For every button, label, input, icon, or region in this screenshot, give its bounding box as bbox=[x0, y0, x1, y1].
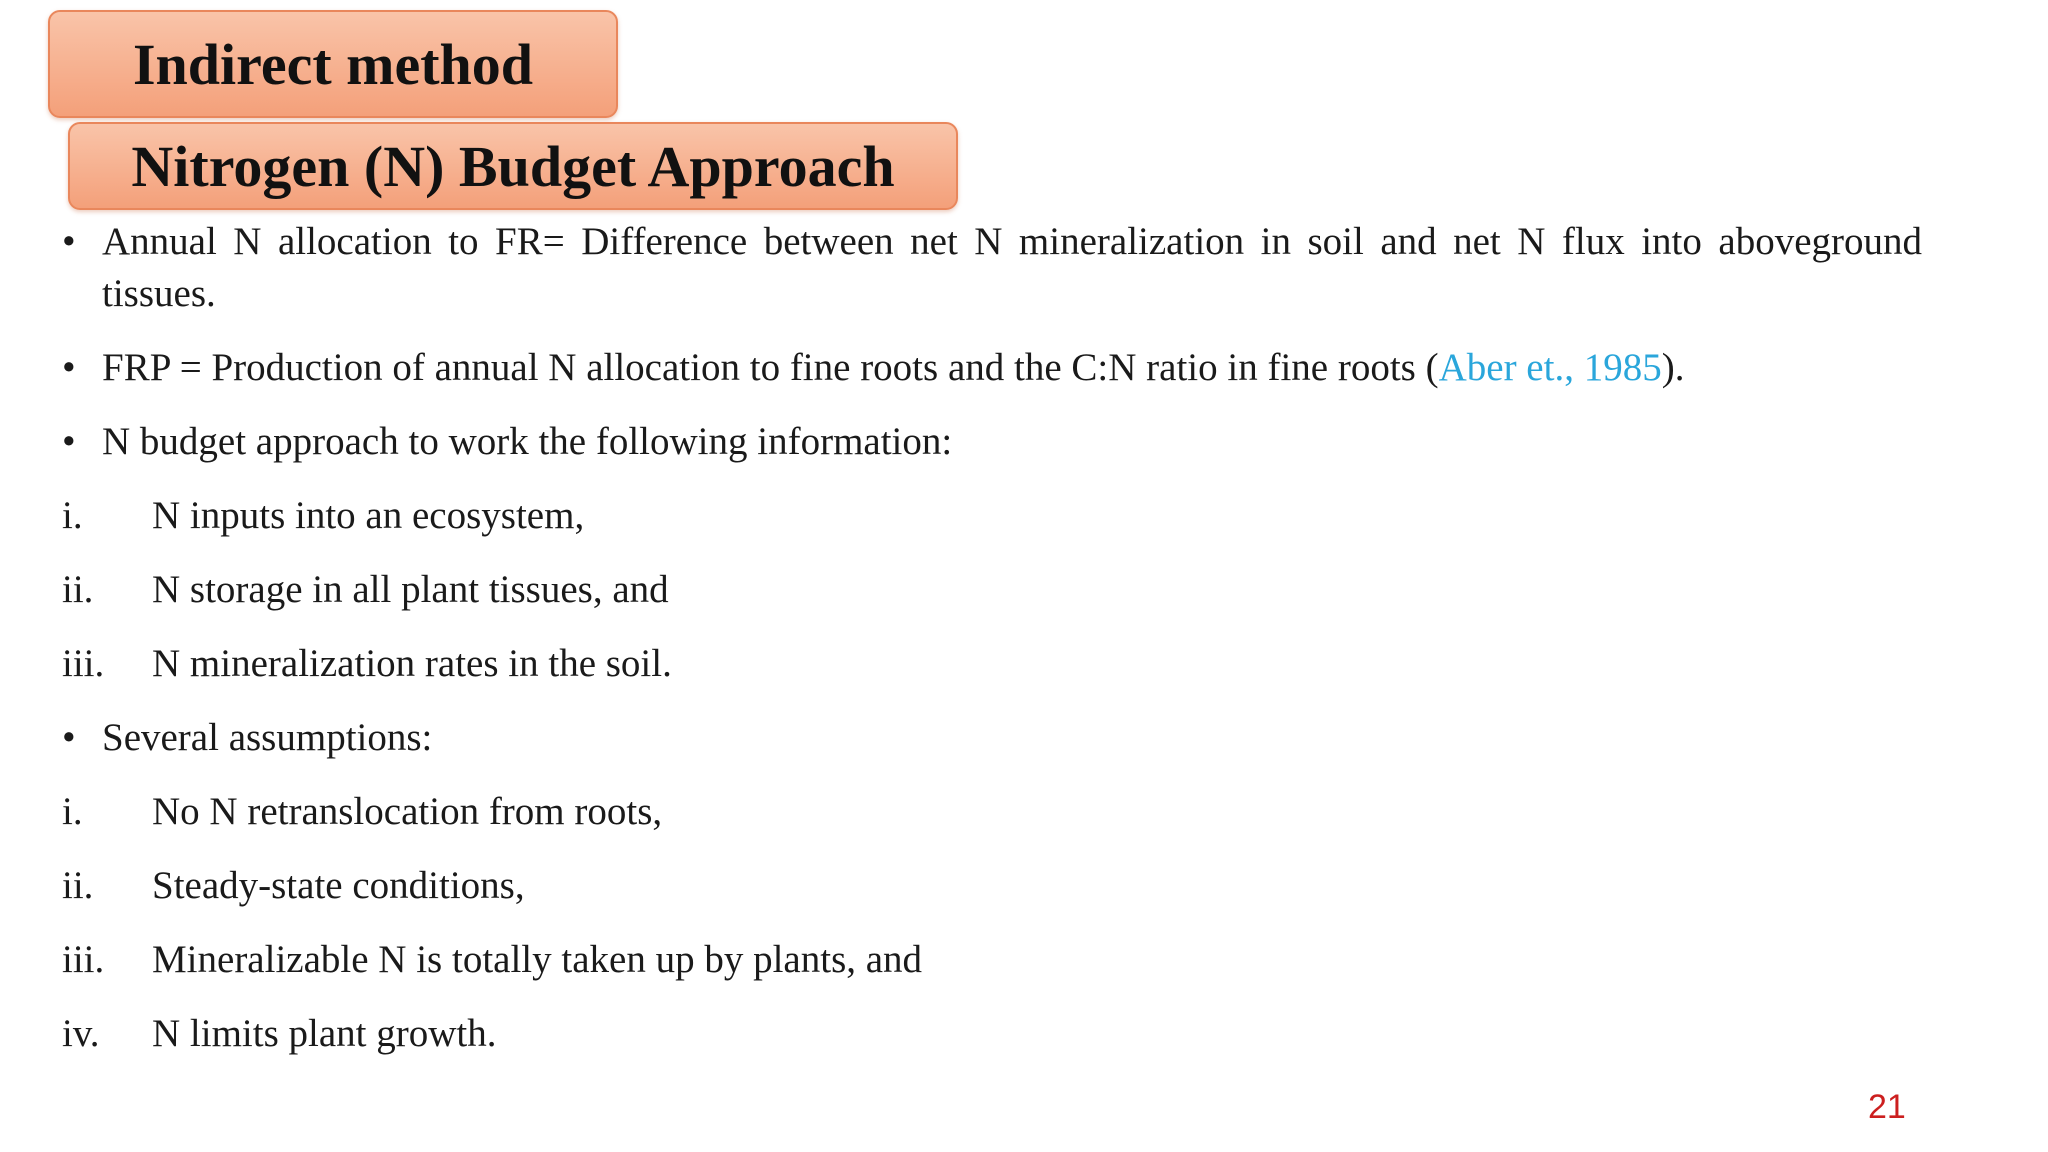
citation-link[interactable]: Aber et., 1985 bbox=[1438, 346, 1662, 389]
slide-content bbox=[62, 216, 1922, 1082]
list-item-number: iv. bbox=[62, 1012, 100, 1055]
bullet-text-before: FRP = Production of annual N allocation to fine roots and the C:N ratio in fine roots ( bbox=[102, 346, 1439, 389]
list-item-text: Steady-state conditions, bbox=[152, 864, 525, 907]
list-item-text: N storage in all plant tissues, and bbox=[152, 568, 669, 611]
bullet-icon: • bbox=[62, 220, 76, 263]
bullet-text: Annual N allocation to FR= Difference between net N mineralization in soil and net N flux into aboveground tissues. bbox=[102, 220, 1922, 315]
list-item-number: i. bbox=[62, 494, 83, 537]
list-item-text: No N retranslocation from roots, bbox=[152, 790, 663, 833]
bullet-icon: • bbox=[62, 420, 76, 463]
list-item bbox=[62, 638, 1922, 690]
page-number: 21 bbox=[1868, 1088, 1906, 1126]
slide-title-text: Indirect method bbox=[132, 31, 534, 97]
list-item-number: iii. bbox=[62, 642, 105, 685]
list-item bbox=[62, 786, 1922, 838]
bullet-n-budget-approach bbox=[62, 416, 1922, 468]
bullet-icon: • bbox=[62, 346, 76, 389]
list-item-number: i. bbox=[62, 790, 83, 833]
list-item bbox=[62, 564, 1922, 616]
slide-subtitle-text: Nitrogen (N) Budget Approach bbox=[131, 133, 895, 199]
list-item-number: ii. bbox=[62, 568, 94, 611]
bullet-annual-n-allocation bbox=[62, 216, 1922, 320]
bullet-text: Several assumptions: bbox=[102, 716, 433, 759]
list-item bbox=[62, 860, 1922, 912]
list-item-text: N limits plant growth. bbox=[152, 1012, 497, 1055]
bullet-icon: • bbox=[62, 716, 76, 759]
bullet-text bbox=[102, 342, 1922, 394]
list-item-number: ii. bbox=[62, 864, 94, 907]
bullet-text: N budget approach to work the following information: bbox=[102, 420, 953, 463]
list-item-text: Mineralizable N is totally taken up by plants, and bbox=[152, 938, 923, 981]
bullet-assumptions bbox=[62, 712, 1922, 764]
bullet-frp bbox=[62, 342, 1922, 394]
list-item bbox=[62, 490, 1922, 542]
bullet-text-after: ). bbox=[1661, 346, 1685, 389]
slide-subtitle bbox=[68, 122, 958, 210]
list-item-text: N mineralization rates in the soil. bbox=[152, 642, 672, 685]
list-item-number: iii. bbox=[62, 938, 105, 981]
list-item bbox=[62, 1008, 1922, 1060]
list-item-text: N inputs into an ecosystem, bbox=[152, 494, 585, 537]
slide-title bbox=[48, 10, 618, 118]
list-item bbox=[62, 934, 1922, 986]
